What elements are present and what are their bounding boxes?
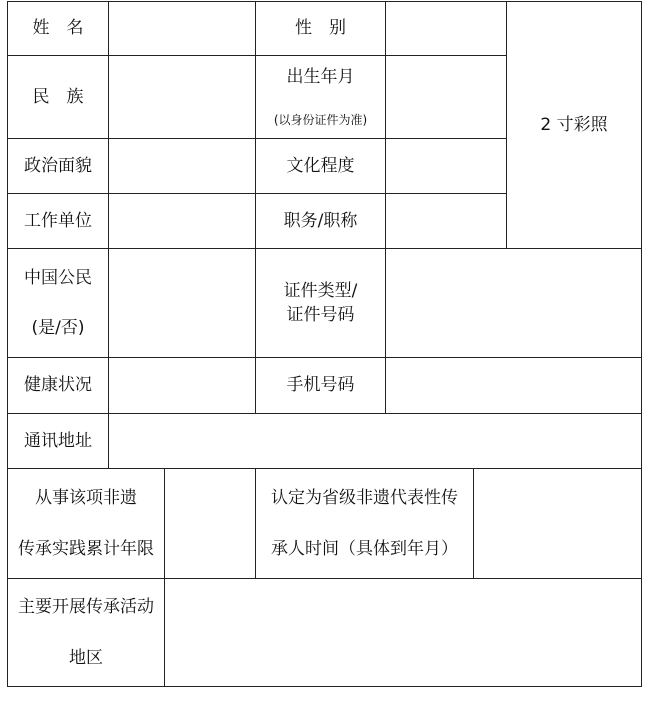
name-label: [7, 1, 109, 56]
citizen-label-line1: 中国公民: [24, 267, 92, 288]
birth-label-text: 出生年月: [286, 66, 355, 87]
practice-years-field[interactable]: [164, 468, 256, 579]
address-label-text: 通讯地址: [24, 430, 92, 451]
address-label: [7, 413, 109, 469]
phone-label: [255, 357, 386, 414]
gender-label-text: 性 别: [295, 18, 346, 39]
idtype-label: [255, 248, 386, 358]
title-label-text: 职务/职称: [283, 210, 358, 231]
name-field[interactable]: [108, 1, 256, 56]
ethnicity-label-text: 民 族: [32, 86, 84, 107]
activity-area-line1: 主要开展传承活动: [18, 597, 154, 618]
practice-years-line2: 传承实践累计年限: [18, 538, 154, 559]
gender-field[interactable]: [385, 1, 507, 56]
idtype-label-line1: 证件类型/: [283, 280, 358, 301]
name-label-text: 姓 名: [32, 18, 84, 39]
political-label-text: 政治面貌: [24, 155, 92, 176]
activity-area-stack: [18, 597, 154, 668]
political-field[interactable]: [108, 138, 256, 194]
practice-years-label: [7, 468, 165, 579]
workunit-field[interactable]: [108, 193, 256, 249]
ethnicity-field[interactable]: [108, 55, 256, 139]
birth-label: [255, 55, 386, 139]
recognized-time-line2: 承人时间（具体到年月）: [271, 538, 458, 559]
activity-area-line2: 地区: [69, 647, 103, 668]
phone-label-text: 手机号码: [286, 375, 355, 396]
activity-area-label: [7, 578, 165, 687]
birth-label-stack: [274, 67, 367, 128]
photo-label: 2 寸彩照: [540, 114, 608, 135]
phone-field[interactable]: [385, 357, 642, 414]
address-field[interactable]: [108, 413, 642, 469]
education-field[interactable]: [385, 138, 507, 194]
health-label-text: 健康状况: [24, 375, 92, 396]
idtype-label-stack: [284, 281, 358, 326]
health-label: [7, 357, 109, 414]
recognized-time-stack: [271, 488, 458, 559]
birth-field[interactable]: [385, 55, 507, 139]
political-label: [7, 138, 109, 194]
birth-note: (以身份证件为准): [273, 113, 368, 127]
title-label: [255, 193, 386, 249]
gender-label: [255, 1, 386, 56]
recognized-time-field[interactable]: [473, 468, 642, 579]
photo-box[interactable]: [506, 1, 642, 249]
idtype-label-line2: 证件号码: [286, 305, 355, 325]
education-label: [255, 138, 386, 194]
health-field[interactable]: [108, 357, 256, 414]
practice-years-line1: 从事该项非遗: [35, 488, 137, 509]
idtype-field[interactable]: [385, 248, 642, 358]
recognized-time-line1: 认定为省级非遗代表性传: [271, 488, 458, 509]
recognized-time-label: [255, 468, 474, 579]
activity-area-field[interactable]: [164, 578, 642, 687]
education-label-text: 文化程度: [286, 155, 355, 176]
ethnicity-label: [7, 55, 109, 139]
workunit-label-text: 工作单位: [24, 210, 92, 231]
citizen-label-line2: (是/否): [31, 318, 85, 338]
citizen-label: [7, 248, 109, 358]
title-field[interactable]: [385, 193, 507, 249]
citizen-label-stack: [24, 268, 92, 339]
citizen-field[interactable]: [108, 248, 256, 358]
workunit-label: [7, 193, 109, 249]
practice-years-stack: [18, 488, 154, 559]
